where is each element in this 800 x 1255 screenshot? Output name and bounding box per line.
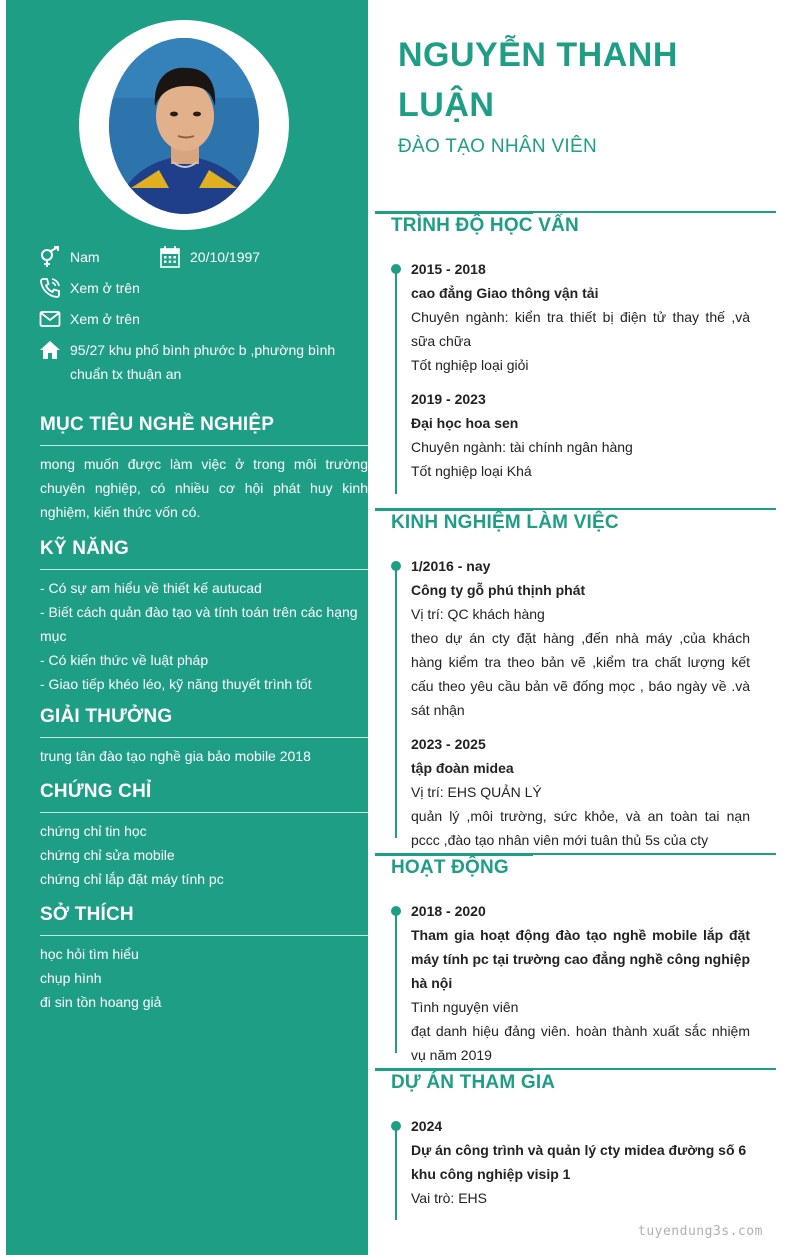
- timeline-line: [395, 266, 397, 494]
- hobbies-list: [40, 936, 368, 1014]
- entry-line: Tình nguyện viên: [411, 999, 519, 1015]
- projects-entries: [411, 1114, 750, 1220]
- gender-icon: [39, 246, 61, 268]
- entry-organization: Công ty gỗ phú thịnh phát: [411, 582, 586, 598]
- certificates-title: CHỨNG CHỈ: [40, 777, 368, 813]
- phone-icon: [39, 277, 61, 299]
- entry-organization: cao đẳng Giao thông vận tải: [411, 285, 599, 301]
- awards-list: [40, 738, 368, 768]
- skills-section: [40, 534, 368, 696]
- experience-title: KINH NGHIỆM LÀM VIỆC: [391, 512, 619, 533]
- list-item: chứng chỉ tin học: [40, 823, 147, 839]
- list-item: học hỏi tìm hiểu: [40, 946, 139, 962]
- entry-line: Vị trí: QC khách hàng: [411, 606, 545, 622]
- projects-title: DỰ ÁN THAM GIA: [391, 1072, 556, 1093]
- phone-value: Xem ở trên: [70, 280, 140, 296]
- skills-list: [40, 570, 368, 696]
- entry-line: Chuyên ngành: kiển tra thiết bị điện tử thay thế ,và sữa chữa: [411, 309, 750, 349]
- education-entry: [411, 257, 750, 377]
- entry-line: Chuyên ngành: tài chính ngân hàng: [411, 439, 633, 455]
- calendar-icon: [160, 246, 180, 268]
- experience-entry: [411, 554, 750, 722]
- entry-organization: Dự án công trình và quản lý cty midea đường số 6 khu công nghiệp visip 1: [411, 1142, 747, 1182]
- list-item: - Giao tiếp khéo léo, kỹ năng thuyết trình tốt: [40, 676, 312, 692]
- timeline-dot: [391, 1121, 401, 1131]
- hobbies-title: SỞ THÍCH: [40, 900, 368, 936]
- avatar-frame: [79, 20, 289, 230]
- experience-entry: [411, 732, 750, 852]
- list-item: chụp hình: [40, 970, 102, 986]
- email-value: Xem ở trên: [70, 311, 140, 327]
- timeline-line: [395, 1123, 397, 1220]
- entry-line: Tốt nghiệp loại Khá: [411, 463, 532, 479]
- activities-entries: [411, 899, 750, 1077]
- candidate-name: NGUYỄN THANH LUẬN: [398, 36, 678, 124]
- activities-title: HOẠT ĐỘNG: [391, 857, 509, 878]
- home-icon: [39, 339, 61, 361]
- watermark: tuyendung3s.com: [638, 1224, 763, 1239]
- sidebar: [6, 0, 368, 1255]
- dob-value: 20/10/1997: [190, 249, 261, 265]
- entry-line: đạt danh hiệu đảng viên. hoàn thành xuất sắc nhiệm vụ năm 2019: [411, 1023, 750, 1063]
- timeline-line: [395, 908, 397, 1053]
- entry-date: 2018 - 2020: [411, 903, 486, 919]
- education-entry: [411, 387, 750, 483]
- list-item: - Có kiến thức về luật pháp: [40, 652, 209, 668]
- portrait-photo: [109, 38, 259, 214]
- entry-line: Vai trò: EHS: [411, 1190, 487, 1206]
- timeline-dot: [391, 264, 401, 274]
- job-title: ĐÀO TẠO NHÂN VIÊN: [398, 136, 598, 157]
- education-entries: [411, 257, 750, 493]
- mail-icon: [39, 308, 61, 330]
- list-item: chứng chỉ lắp đặt máy tính pc: [40, 871, 224, 887]
- skills-title: KỸ NĂNG: [40, 534, 368, 570]
- activity-entry: [411, 899, 750, 1067]
- timeline-dot: [391, 906, 401, 916]
- list-item: đi sin tồn hoang giả: [40, 994, 162, 1010]
- avatar: [109, 38, 259, 214]
- entry-organization: tập đoàn midea: [411, 760, 514, 776]
- list-item: - Biết cách quản đào tạo và tính toán trên các hạng mục: [40, 604, 358, 644]
- entry-date: 2024: [411, 1118, 443, 1134]
- address-value: 95/27 khu phố bình phước b ,phường bình chuẩn tx thuận an: [70, 342, 336, 382]
- entry-line: Vị trí: EHS QUẢN LÝ: [411, 784, 542, 800]
- entry-date: 2023 - 2025: [411, 736, 486, 752]
- timeline-line: [395, 563, 397, 838]
- timeline-dot: [391, 561, 401, 571]
- hobbies-section: [40, 900, 368, 1014]
- entry-line: quản lý ,môi trường, sức khỏe, và an toàn tai nạn pccc ,đào tạo nhân viên mới tuân thủ 5s của cty: [411, 808, 750, 848]
- gender-value: Nam: [70, 249, 100, 265]
- education-title: TRÌNH ĐỘ HỌC VẤN: [391, 215, 579, 236]
- list-item: - Có sự am hiểu về thiết kế autucad: [40, 580, 262, 596]
- project-entry: [411, 1114, 750, 1210]
- objective-section: [40, 410, 368, 524]
- certificates-list: [40, 813, 368, 891]
- list-item: trung tân đào tạo nghề gia bảo mobile 2018: [40, 748, 311, 764]
- entry-date: 2015 - 2018: [411, 261, 486, 277]
- objective-text: mong muốn được làm việc ở trong môi trường chuyên nghiệp, có nhiều cơ hội phát huy kinh nghiệm, kiến thức vốn có.: [40, 456, 368, 520]
- experience-entries: [411, 554, 750, 862]
- awards-title: GIẢI THƯỞNG: [40, 702, 368, 738]
- awards-section: [40, 702, 368, 768]
- list-item: chứng chỉ sửa mobile: [40, 847, 175, 863]
- entry-organization: Tham gia hoạt động đào tạo nghề mobile lắp đặt máy tính pc tại trường cao đẳng nghề công nghiệp hà nội: [411, 927, 750, 991]
- entry-date: 1/2016 - nay: [411, 558, 491, 574]
- entry-organization: Đại học hoa sen: [411, 415, 519, 431]
- certificates-section: [40, 777, 368, 891]
- entry-line: Tốt nghiệp loại giỏi: [411, 357, 529, 373]
- entry-line: theo dự án cty đặt hàng ,đến nhà máy ,của khách hàng kiểm tra theo bản vẽ ,kiểm tra chất lượng kết cấu theo yêu cầu bản vẽ đống mọc , báo ngày về .và sát nhận: [411, 630, 750, 718]
- objective-title: MỤC TIÊU NGHỀ NGHIỆP: [40, 410, 368, 446]
- entry-date: 2019 - 2023: [411, 391, 486, 407]
